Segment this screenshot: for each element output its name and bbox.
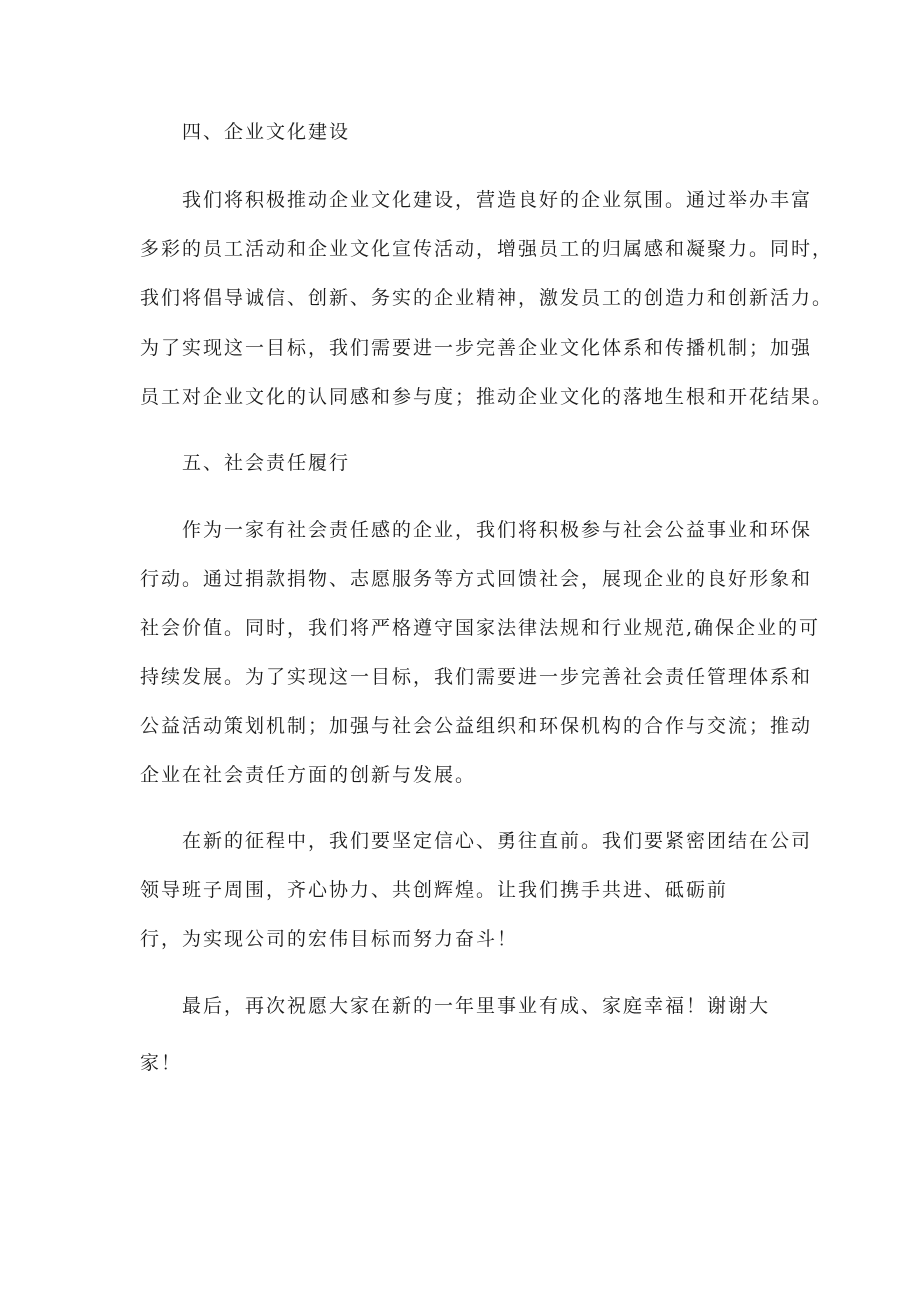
- paragraph-line: 家！: [140, 1052, 183, 1074]
- paragraph-line: 公益活动策划机制；加强与社会公益组织和环保机构的合作与交流；推动: [140, 715, 813, 737]
- paragraph-line: 我们将积极推动企业文化建设，营造良好的企业氛围。通过举办丰富: [182, 189, 813, 211]
- paragraph-line: 作为一家有社会责任感的企业，我们将积极参与社会公益事业和环保: [182, 519, 813, 541]
- paragraph-line: 持续发展。为了实现这一目标，我们需要进一步完善社会责任管理体系和: [140, 666, 813, 688]
- paragraph-line: 在新的征程中，我们要坚定信心、勇往直前。我们要紧密团结在公司: [182, 830, 813, 852]
- paragraph-line: 行动。通过捐款捐物、志愿服务等方式回馈社会，展现企业的良好形象和: [140, 568, 813, 590]
- paragraph-line: 员工对企业文化的认同感和参与度；推动企业文化的落地生根和开花结果。: [140, 386, 834, 408]
- paragraph-line: 社会价值。同时，我们将严格遵守国家法律法规和行业规范,确保企业的可: [140, 617, 821, 639]
- paragraph-line: 领导班子周围，齐心协力、共创辉煌。让我们携手共进、砥砺前: [140, 879, 729, 901]
- paragraph-line: 为了实现这一目标，我们需要进一步完善企业文化体系和传播机制；加强: [140, 337, 813, 359]
- paragraph-line: 我们将倡导诚信、创新、务实的企业精神，激发员工的创造力和创新活力。: [140, 287, 834, 309]
- paragraph-line: 行，为实现公司的宏伟目标而努力奋斗！: [140, 928, 519, 950]
- section-heading: 五、社会责任履行: [182, 452, 351, 474]
- paragraph-line: 多彩的员工活动和企业文化宣传活动，增强员工的归属感和凝聚力。同时，: [140, 238, 834, 260]
- paragraph-line: 企业在社会责任方面的创新与发展。: [140, 764, 477, 786]
- section-heading: 四、企业文化建设: [182, 121, 351, 143]
- paragraph-line: 最后，再次祝愿大家在新的一年里事业有成、家庭幸福！谢谢大: [182, 995, 771, 1017]
